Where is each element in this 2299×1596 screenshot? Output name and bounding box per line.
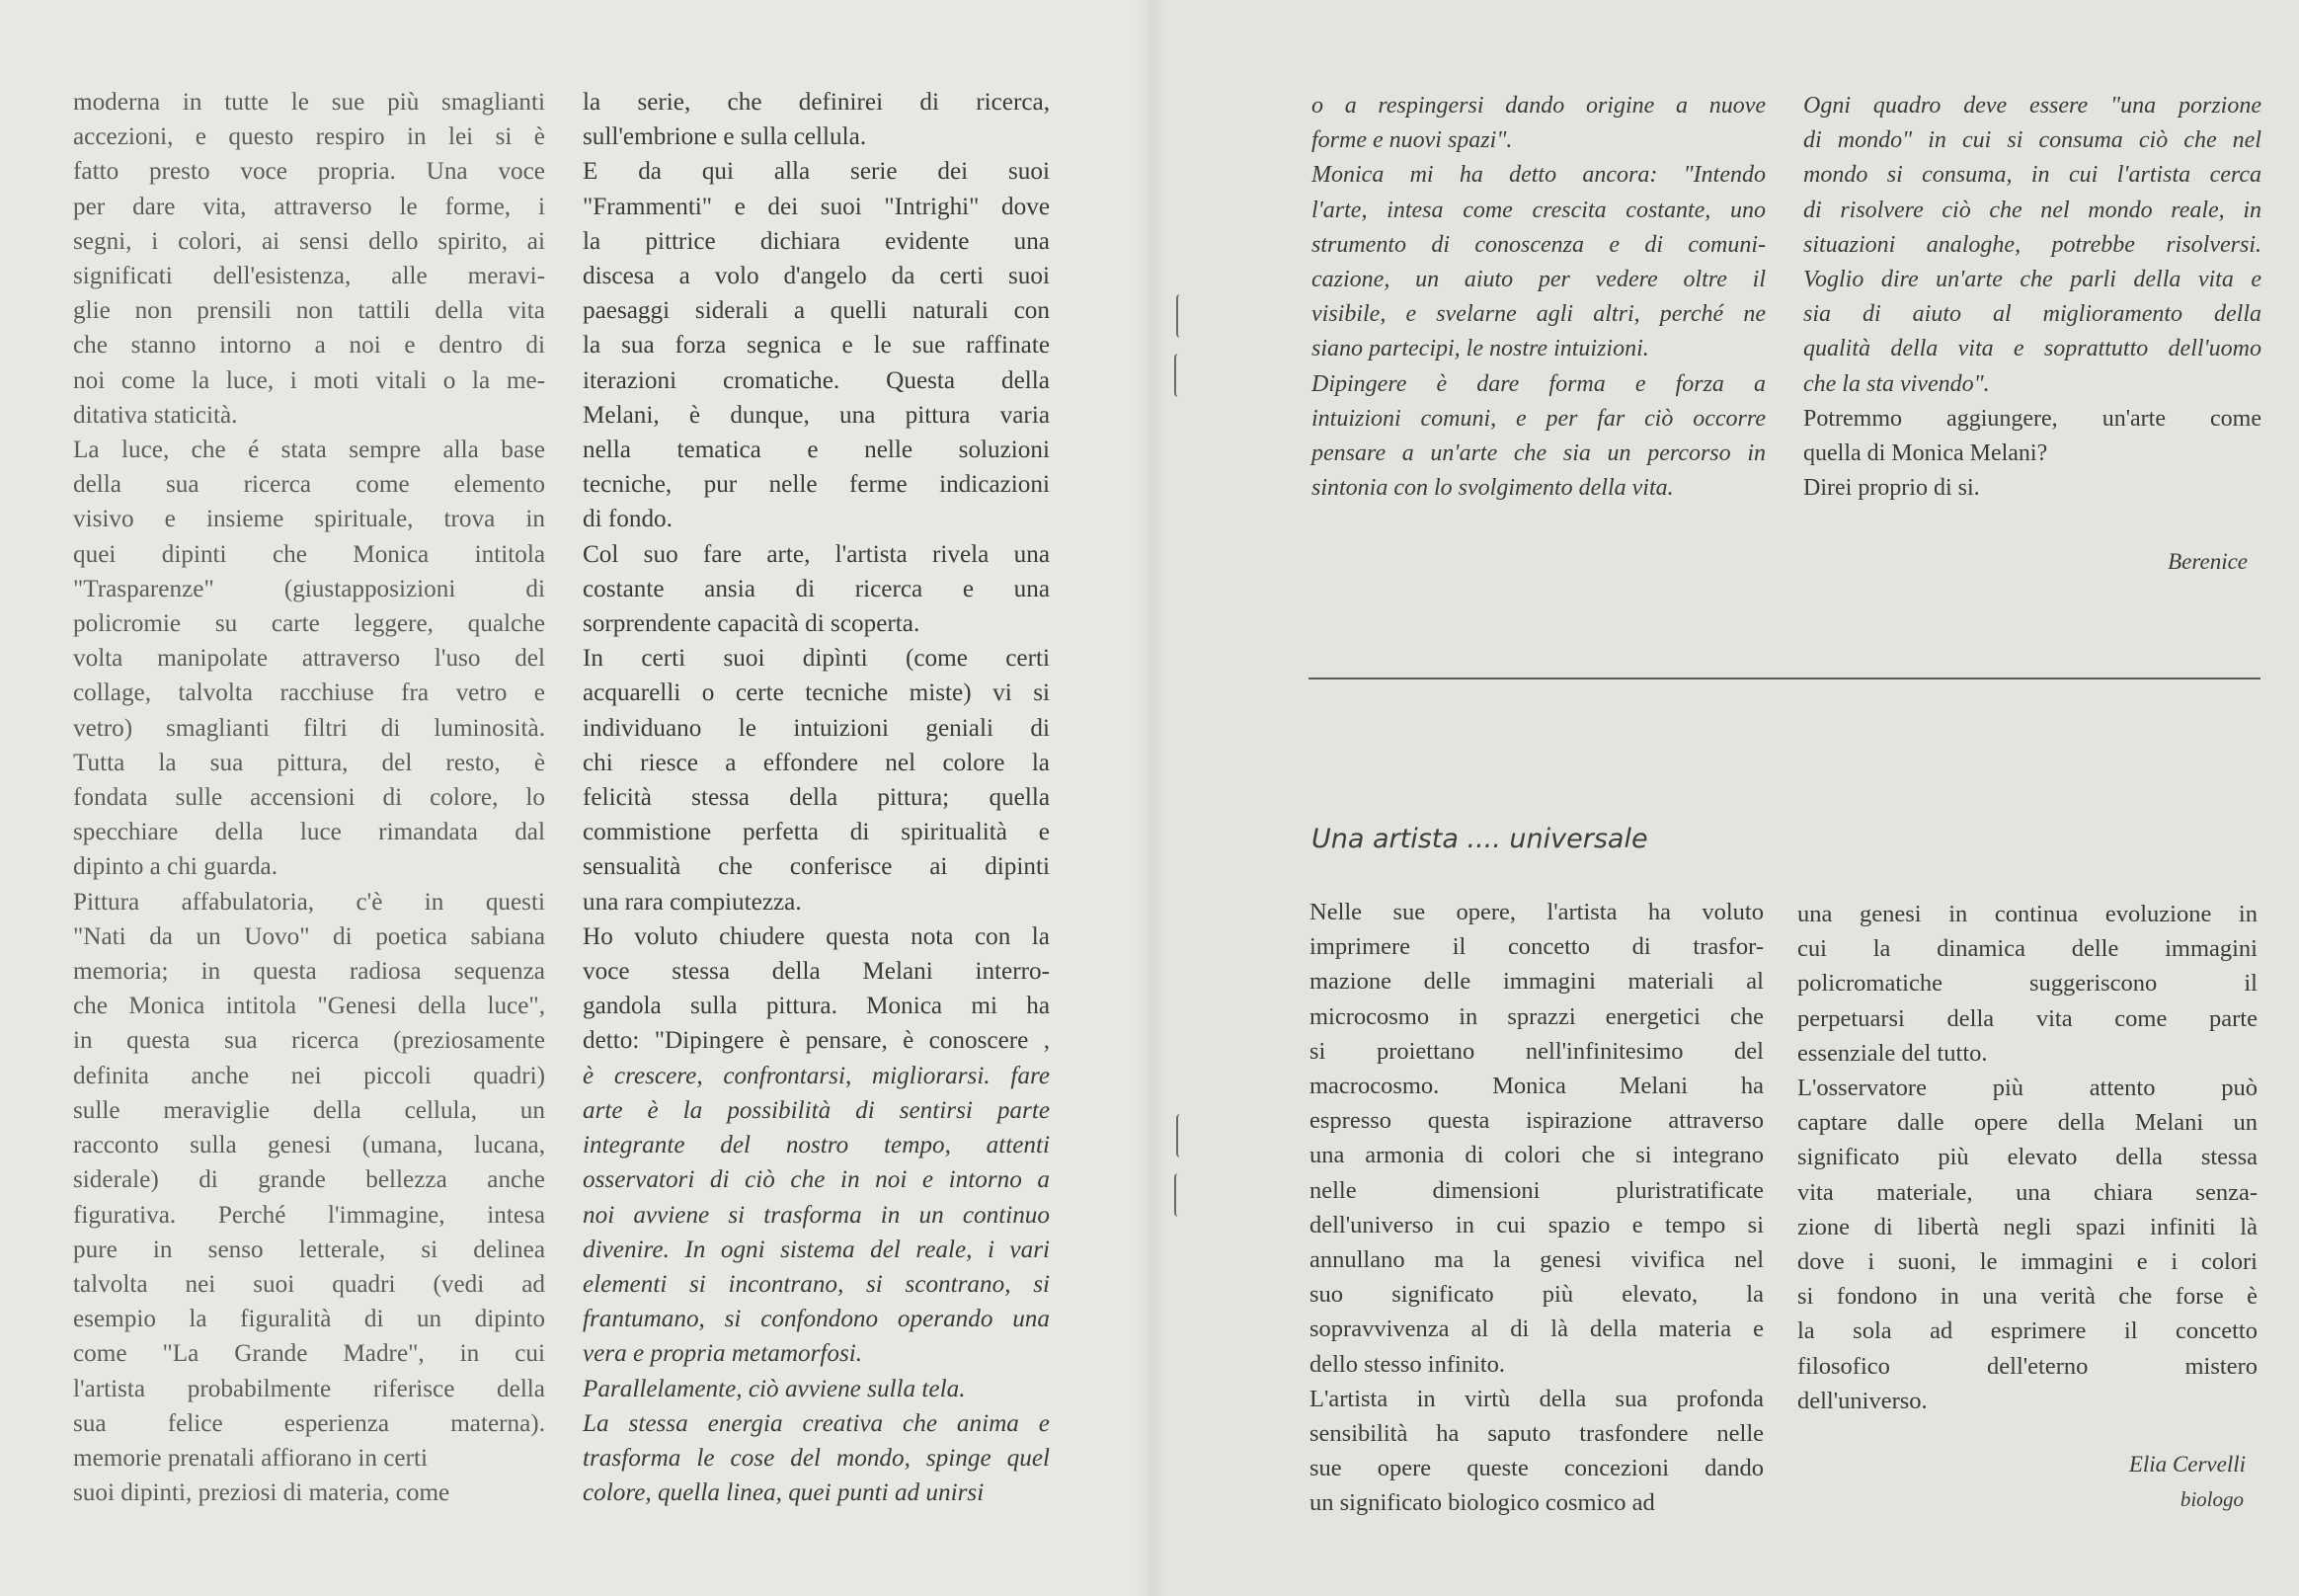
- text-line: paesaggi siderali a quelli naturali con: [583, 297, 1050, 325]
- text-line: intuizioni comuni, e per far ciò occorre: [1311, 405, 1766, 432]
- text-line: o a respingersi dando origine a nuove: [1311, 93, 1766, 119]
- text-line: forme e nuovi spazi".: [1311, 127, 1513, 154]
- text-line: si fondono in una verità che forse è: [1797, 1283, 2258, 1311]
- page-gutter: [1136, 0, 1165, 1596]
- text-line: Potremmo aggiungere, un'arte come: [1803, 405, 2261, 432]
- text-line: moderna in tutte le sue più smaglianti: [73, 89, 545, 116]
- text-line: "Trasparenze" (giustapposizioni di: [73, 575, 545, 602]
- text-line: come "La Grande Madre", in cui: [73, 1340, 545, 1368]
- text-line: dipinto a chi guarda.: [73, 853, 278, 881]
- text-line: visibile, e svelarne agli altri, perché ne: [1311, 301, 1766, 328]
- text-line: imprimere il concetto di trasfor-: [1309, 933, 1764, 961]
- text-line: arte è la possibilità di sentirsi parte: [583, 1096, 1050, 1124]
- text-line: Ho voluto chiudere questa nota con la: [583, 922, 1050, 950]
- text-line: gandola sulla pittura. Monica mi ha: [583, 993, 1050, 1020]
- text-line: iterazioni cromatiche. Questa della: [583, 366, 1050, 394]
- text-line: cui la dinamica delle immagini: [1797, 935, 2258, 963]
- text-line: noi come la luce, i moti vitali o la me-: [73, 366, 545, 394]
- text-line: policromatiche suggeriscono il: [1797, 970, 2258, 998]
- text-line: perpetuarsi della vita come parte: [1797, 1004, 2258, 1032]
- text-line: osservatori di ciò che in noi e intorno a: [583, 1166, 1050, 1194]
- text-line: specchiare della luce rimandata dal: [73, 819, 545, 846]
- text-line: di risolvere ciò che nel mondo reale, in: [1803, 197, 2261, 223]
- text-line: divenire. In ogni sistema del reale, i vari: [583, 1236, 1050, 1263]
- text-line: l'artista probabilmente riferisce della: [73, 1375, 545, 1402]
- text-line: sensualità che conferisce ai dipinti: [583, 853, 1050, 881]
- binding-mark: [1176, 294, 1184, 338]
- text-line: Direi proprio di si.: [1803, 475, 1980, 502]
- text-line: Nelle sue opere, l'artista ha voluto: [1309, 899, 1764, 925]
- text-line: voce stessa della Melani interro-: [583, 958, 1050, 986]
- text-line: mazione delle immagini materiali al: [1309, 968, 1764, 996]
- text-line: macrocosmo. Monica Melani ha: [1309, 1073, 1764, 1100]
- text-line: ditativa staticità.: [73, 401, 238, 429]
- text-line: segni, i colori, ai sensi dello spirito, ai: [73, 227, 545, 255]
- text-line: la sua forza segnica e le sue raffinate: [583, 332, 1050, 359]
- text-line: Col suo fare arte, l'artista rivela una: [583, 540, 1050, 568]
- text-line: acquarelli o certe tecniche miste) vi si: [583, 679, 1050, 707]
- text-line: collage, talvolta racchiuse fra vetro e: [73, 679, 545, 707]
- text-line: Tutta la sua pittura, del resto, è: [73, 749, 545, 776]
- binding-mark: [1174, 1173, 1182, 1217]
- text-line: visivo e insieme spirituale, trova in: [73, 506, 545, 533]
- section-heading: Una artista .... universale: [1311, 824, 1648, 854]
- text-line: l'arte, intesa come crescita costante, uno: [1311, 197, 1766, 223]
- text-line: nelle dimensioni pluristratificate: [1309, 1176, 1764, 1204]
- text-line: L'osservatore più attento può: [1797, 1075, 2258, 1102]
- text-line: La stessa energia creativa che anima e: [583, 1409, 1050, 1437]
- text-line: quella di Monica Melani?: [1803, 440, 2048, 467]
- text-line: accezioni, e questo respiro in lei si è: [73, 123, 545, 151]
- text-line: Parallelamente, ciò avviene sulla tela.: [583, 1375, 966, 1402]
- text-line: di mondo" in cui si consuma ciò che nel: [1803, 127, 2261, 154]
- text-line: sia di aiuto al miglioramento della: [1803, 301, 2261, 328]
- text-line: fondata sulle accensioni di colore, lo: [73, 784, 545, 812]
- signature-role: biologo: [2180, 1487, 2244, 1511]
- text-line: siano partecipi, le nostre intuizioni.: [1311, 336, 1649, 362]
- signature-name: Elia Cervelli: [2128, 1452, 2246, 1476]
- text-line: chi riesce a effondere nel colore la: [583, 749, 1050, 776]
- text-line: significati dell'esistenza, alle meravi-: [73, 263, 545, 290]
- text-line: In certi suoi dipìnti (come certi: [583, 645, 1050, 673]
- text-line: zione di libertà negli spazi infiniti là: [1797, 1213, 2258, 1240]
- binding-mark: [1174, 354, 1182, 397]
- text-line: vita materiale, una chiara senza-: [1797, 1178, 2258, 1206]
- right-page-upper-column-2: [1803, 89, 2261, 506]
- text-line: policromie su carte leggere, qualche: [73, 610, 545, 638]
- text-line: sue opere queste concezioni dando: [1309, 1455, 1764, 1482]
- text-line: dell'universo.: [1797, 1387, 1928, 1414]
- text-line: microcosmo in sprazzi energetici che: [1309, 1002, 1764, 1030]
- text-line: un significato biologico cosmico ad: [1309, 1489, 1655, 1517]
- text-line: qualità della vita e soprattutto dell'uomo: [1803, 336, 2261, 362]
- text-line: fatto presto voce propria. Una voce: [73, 158, 545, 186]
- text-line: suo significato più elevato, la: [1309, 1281, 1764, 1309]
- text-line: siderale) di grande bellezza anche: [73, 1166, 545, 1194]
- text-line: che stanno intorno a noi e dentro di: [73, 332, 545, 359]
- text-line: tecniche, pur nelle ferme indicazioni: [583, 471, 1050, 499]
- text-line: di fondo.: [583, 506, 673, 533]
- text-line: noi avviene si trasforma in un continuo: [583, 1201, 1050, 1229]
- text-line: una armonia di colori che si integrano: [1309, 1142, 1764, 1169]
- text-line: La luce, che é stata sempre alla base: [73, 437, 545, 464]
- text-line: essenziale del tutto.: [1797, 1039, 1988, 1067]
- text-line: "Frammenti" e dei suoi "Intrighi" dove: [583, 193, 1050, 220]
- text-line: una rara compiutezza.: [583, 888, 802, 916]
- text-line: memorie prenatali affiorano in certi: [73, 1444, 428, 1472]
- text-line: commistione perfetta di spiritualità e: [583, 819, 1050, 846]
- text-line: una genesi in continua evoluzione in: [1797, 901, 2258, 927]
- text-line: annullano ma la genesi vivifica nel: [1309, 1246, 1764, 1274]
- text-line: significato più elevato della stessa: [1797, 1144, 2258, 1171]
- binding-mark: [1176, 1114, 1184, 1157]
- text-line: dove i suoni, le immagini e i colori: [1797, 1248, 2258, 1276]
- text-line: Melani, è dunque, una pittura varia: [583, 401, 1050, 429]
- text-line: la serie, che definirei di ricerca,: [583, 89, 1050, 116]
- text-line: pure in senso letterale, si delinea: [73, 1236, 545, 1263]
- left-page-column-1: [73, 85, 545, 1510]
- text-line: situazioni analoghe, potrebbe risolversi.: [1803, 231, 2261, 258]
- text-line: captare dalle opere della Melani un: [1797, 1109, 2258, 1137]
- text-line: figurativa. Perché l'immagine, intesa: [73, 1201, 545, 1229]
- text-line: L'artista in virtù della sua profonda: [1309, 1385, 1764, 1412]
- text-line: frantumano, si confondono operando una: [583, 1306, 1050, 1333]
- text-line: mondo si consuma, in cui l'artista cerca: [1803, 162, 2261, 189]
- text-line: è crescere, confrontarsi, migliorarsi. fare: [583, 1062, 1050, 1089]
- text-line: volta manipolate attraverso l'uso del: [73, 645, 545, 673]
- text-line: esempio la figuralità di un dipinto: [73, 1306, 545, 1333]
- text-line: la sola ad esprimere il concetto: [1797, 1317, 2258, 1345]
- text-line: dell'universo in cui spazio e tempo si: [1309, 1211, 1764, 1238]
- text-line: individuano le intuizioni geniali di: [583, 714, 1050, 742]
- text-line: pensare a un'arte che sia un percorso in: [1311, 440, 1766, 467]
- text-line: glie non prensili non tattili della vita: [73, 297, 545, 325]
- text-line: Voglio dire un'arte che parli della vita e: [1803, 267, 2261, 293]
- text-line: definita anche nei piccoli quadri): [73, 1062, 545, 1089]
- text-line: discesa a volo d'angelo da certi suoi: [583, 263, 1050, 290]
- text-line: "Nati da un Uovo" di poetica sabiana: [73, 922, 545, 950]
- text-line: felicità stessa della pittura; quella: [583, 784, 1050, 812]
- text-line: in questa sua ricerca (preziosamente: [73, 1027, 545, 1055]
- text-line: sintonia con lo svolgimento della vita.: [1311, 475, 1674, 502]
- text-line: sua felice esperienza materna).: [73, 1409, 545, 1437]
- text-line: sull'embrione e sulla cellula.: [583, 123, 867, 151]
- text-line: colore, quella linea, quei punti ad unirsi: [583, 1479, 985, 1507]
- text-line: integrante del nostro tempo, attenti: [583, 1132, 1050, 1159]
- section-divider: [1308, 678, 2260, 679]
- text-line: talvolta nei suoi quadri (vedi ad: [73, 1270, 545, 1298]
- text-line: vetro) smaglianti filtri di luminosità.: [73, 714, 545, 742]
- text-line: quei dipinti che Monica intitola: [73, 540, 545, 568]
- text-line: memoria; in questa radiosa sequenza: [73, 958, 545, 986]
- text-line: racconto sulla genesi (umana, lucana,: [73, 1132, 545, 1159]
- text-line: filosofico dell'eterno mistero: [1797, 1352, 2258, 1380]
- text-line: Ogni quadro deve essere "una porzione: [1803, 93, 2261, 119]
- text-line: vera e propria metamorfosi.: [583, 1340, 863, 1368]
- text-line: per dare vita, attraverso le forme, i: [73, 193, 545, 220]
- right-page-lower-column-2: [1797, 897, 2258, 1418]
- text-line: costante ansia di ricerca e una: [583, 575, 1050, 602]
- text-line: sulle meraviglie della cellula, un: [73, 1096, 545, 1124]
- text-line: detto: "Dipingere è pensare, è conoscere ,: [583, 1027, 1050, 1055]
- text-line: Pittura affabulatoria, c'è in questi: [73, 888, 545, 916]
- text-line: che la sta vivendo".: [1803, 370, 1990, 397]
- signature-berenice: Berenice: [2168, 549, 2248, 574]
- text-line: trasforma le cose del mondo, spinge quel: [583, 1444, 1050, 1472]
- right-page-lower-column-1: [1309, 895, 1764, 1521]
- text-line: elementi si incontrano, si scontrano, si: [583, 1270, 1050, 1298]
- text-line: sopravvivenza al di là della materia e: [1309, 1316, 1764, 1343]
- text-line: Dipingere è dare forma e forza a: [1311, 370, 1766, 397]
- text-line: dello stesso infinito.: [1309, 1350, 1506, 1378]
- text-line: nella tematica e nelle soluzioni: [583, 437, 1050, 464]
- text-line: sensibilità ha saputo trasfondere nelle: [1309, 1420, 1764, 1448]
- text-line: che Monica intitola "Genesi della luce",: [73, 993, 545, 1020]
- text-line: si proiettano nell'infinitesimo del: [1309, 1037, 1764, 1065]
- text-line: E da qui alla serie dei suoi: [583, 158, 1050, 186]
- text-line: espresso questa ispirazione attraverso: [1309, 1107, 1764, 1135]
- text-line: strumento di conoscenza e di comuni-: [1311, 231, 1766, 258]
- text-line: Monica mi ha detto ancora: "Intendo: [1311, 162, 1766, 189]
- text-line: suoi dipinti, preziosi di materia, come: [73, 1479, 450, 1507]
- text-line: la pittrice dichiara evidente una: [583, 227, 1050, 255]
- text-line: della sua ricerca come elemento: [73, 471, 545, 499]
- text-line: sorprendente capacità di scoperta.: [583, 610, 920, 638]
- text-line: cazione, un aiuto per vedere oltre il: [1311, 267, 1766, 293]
- left-page-column-2: [583, 85, 1050, 1510]
- right-page-upper-column-1: [1311, 89, 1766, 506]
